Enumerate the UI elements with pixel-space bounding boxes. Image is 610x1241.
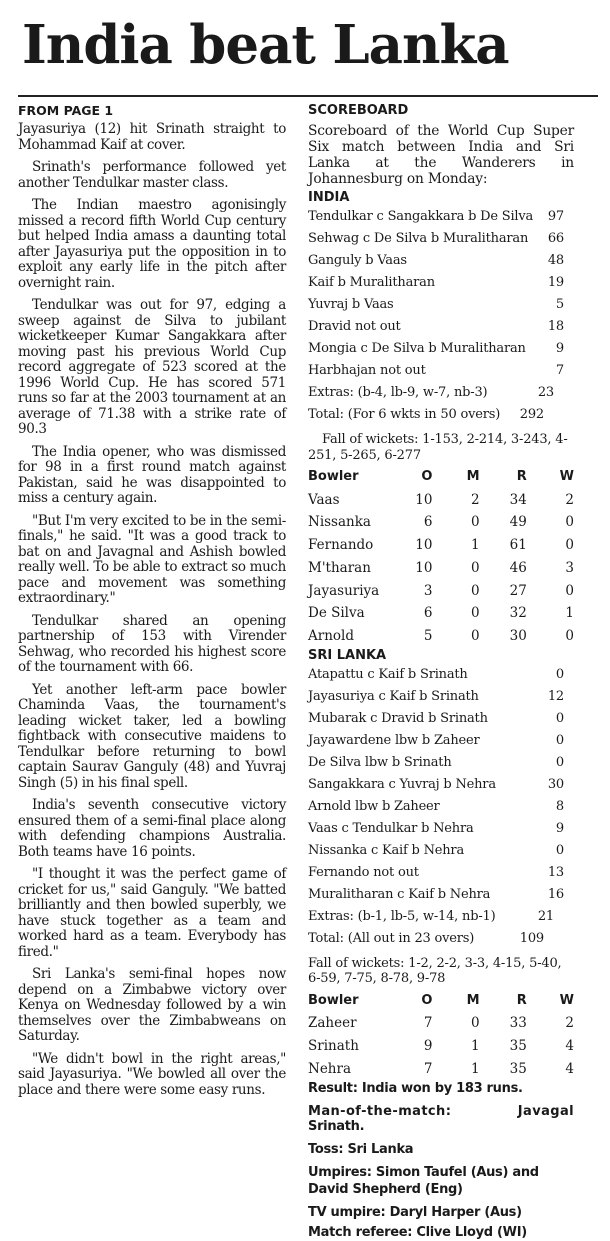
batsman-dismissal: Sehwag c De Silva b Muralitharan xyxy=(308,231,529,246)
batting-row xyxy=(308,862,574,884)
bowling-row xyxy=(308,557,574,580)
article-paragraph: India's seventh consecutive victory ensured them of a semi-final place along with defending champions Australia. Both teams have 16 points. xyxy=(18,797,286,860)
bowler-wickets: 4 xyxy=(565,1060,574,1077)
bowler-name: Srinath xyxy=(308,1038,359,1055)
ind-bowling-header xyxy=(308,990,574,1013)
batsman-dismissal: Muralitharan c Kaif b Nehra xyxy=(308,886,491,902)
wickets-col-header: W xyxy=(559,469,574,484)
bowler-wickets: 4 xyxy=(565,1038,574,1055)
bowler-col-header: Bowler xyxy=(308,469,359,484)
batsman-dismissal: Tendulkar c Sangakkara b De Silva xyxy=(308,209,534,224)
batsman-dismissal: Atapattu c Kaif b Srinath xyxy=(308,666,468,682)
batting-row xyxy=(308,664,574,686)
bowling-row xyxy=(308,1058,574,1081)
bowler-overs: 6 xyxy=(423,605,433,622)
bowler-overs: 10 xyxy=(415,491,433,508)
bowler-wickets: 1 xyxy=(565,605,574,622)
india-batting-list xyxy=(308,206,574,382)
batsman-runs: 0 xyxy=(555,666,564,682)
bowler-overs: 9 xyxy=(423,1038,433,1055)
batsman-runs: 66 xyxy=(547,231,564,246)
umpires: Umpires: Simon Taufel (Aus) and David Shepherd (Eng) xyxy=(308,1165,539,1198)
bowler-maidens: 0 xyxy=(471,514,480,531)
overs-col-header: O xyxy=(421,469,433,484)
batsman-dismissal: De Silva lbw b Srinath xyxy=(308,754,452,770)
maidens-col-header: M xyxy=(466,992,480,1008)
bowler-maidens: 0 xyxy=(471,1015,480,1032)
bowler-wickets: 2 xyxy=(565,1015,574,1032)
batting-row xyxy=(308,752,574,774)
bowler-runs: 35 xyxy=(509,1060,527,1077)
bowling-row xyxy=(308,602,574,625)
batting-row xyxy=(308,228,574,250)
bowler-maidens: 0 xyxy=(471,605,480,622)
batsman-dismissal: Kaif b Muralitharan xyxy=(308,275,435,290)
maidens-col-header: M xyxy=(466,469,480,484)
bowler-maidens: 1 xyxy=(471,1060,480,1077)
bowling-row xyxy=(308,625,574,648)
batsman-runs: 12 xyxy=(547,688,564,704)
india-fall-of-wickets: Fall of wickets: 1-153, 2-214, 3-243, 4-251, 5-265, 6-277 xyxy=(308,432,568,463)
india-total xyxy=(308,404,574,426)
article-paragraph: Tendulkar was out for 97, edging a sweep against de Silva to jubilant wicketkeeper Kumar Sangakkara after moving past his previous World Cup record aggregate of 523 scored at the 1996 World Cup. He has scored 571 runs so far at the 2003 tournament at an average of 71.38 with a strike rate of 90.3 xyxy=(18,297,286,437)
bowling-row xyxy=(308,534,574,557)
headline-rule xyxy=(18,95,598,97)
bowler-runs: 27 xyxy=(509,582,527,599)
batsman-runs: 0 xyxy=(555,710,564,726)
bowler-runs: 35 xyxy=(509,1038,527,1055)
scoreboard-title: SCOREBOARD xyxy=(308,103,409,118)
batsman-runs: 19 xyxy=(547,275,564,290)
match-result: Result: India won by 183 runs. xyxy=(308,1081,523,1097)
bowler-wickets: 3 xyxy=(565,559,574,576)
bowler-maidens: 1 xyxy=(471,1038,480,1055)
batsman-runs: 13 xyxy=(547,864,564,880)
scoreboard-intro: Scoreboard of the World Cup Super Six match between India and Sri Lanka at the Wanderers in Johannesburg on Monday: xyxy=(308,123,574,187)
batsman-runs: 7 xyxy=(555,363,564,378)
article-paragraph: The India opener, who was dismissed for 98 in a first round match against Pakistan, said he was disappointed to miss a century again. xyxy=(18,443,286,506)
scoreboard-column xyxy=(308,103,574,1241)
team-heading-srilanka: SRI LANKA xyxy=(308,647,387,663)
batting-row xyxy=(308,250,574,272)
article-column xyxy=(18,102,286,1105)
ind-bowling-list xyxy=(308,1012,574,1080)
bowling-row xyxy=(308,580,574,603)
bowling-row xyxy=(308,489,574,512)
runs-col-header: R xyxy=(516,469,527,484)
headline: India beat Lanka xyxy=(22,14,509,76)
batting-row xyxy=(308,316,574,338)
bowling-row xyxy=(308,511,574,534)
bowler-overs: 3 xyxy=(423,582,433,599)
bowler-maidens: 1 xyxy=(471,537,480,554)
sl-bowling-list xyxy=(308,489,574,648)
bowler-name: De Silva xyxy=(308,605,365,622)
batting-row xyxy=(308,840,574,862)
total-label: Total: (All out in 23 overs) xyxy=(308,930,475,946)
india-extras xyxy=(308,382,574,404)
man-of-the-match: Man-of-the-match: Javagal xyxy=(308,1104,574,1120)
batsman-dismissal: Fernando not out xyxy=(308,864,419,880)
batsman-runs: 9 xyxy=(555,820,564,836)
batsman-runs: 30 xyxy=(547,776,564,792)
bowler-runs: 49 xyxy=(509,514,527,531)
bowler-wickets: 0 xyxy=(565,514,574,531)
batting-row xyxy=(308,686,574,708)
batsman-dismissal: Arnold lbw b Zaheer xyxy=(308,798,440,814)
bowler-runs: 61 xyxy=(509,537,527,554)
bowler-runs: 34 xyxy=(509,491,527,508)
bowler-overs: 7 xyxy=(423,1015,433,1032)
batting-row xyxy=(308,294,574,316)
bowler-runs: 33 xyxy=(509,1015,527,1032)
bowler-col-header: Bowler xyxy=(308,992,359,1008)
batting-row xyxy=(308,360,574,382)
batsman-dismissal: Harbhajan not out xyxy=(308,363,426,378)
article-paragraph: "We didn't bowl in the right areas," said Jayasuriya. "We bowled all over the place and there were some easy runs. xyxy=(18,1050,286,1098)
extras-value: 23 xyxy=(537,385,554,400)
tv-umpire: TV umpire: Daryl Harper (Aus) xyxy=(308,1205,522,1221)
bowler-runs: 46 xyxy=(509,559,527,576)
match-referee: Match referee: Clive Lloyd (WI) xyxy=(308,1225,527,1241)
bowler-maidens: 2 xyxy=(471,491,480,508)
batsman-runs: 5 xyxy=(555,297,564,312)
bowler-runs: 30 xyxy=(509,627,527,644)
batsman-dismissal: Jayawardene lbw b Zaheer xyxy=(308,732,480,748)
batsman-dismissal: Jayasuriya c Kaif b Srinath xyxy=(308,688,479,704)
batting-row xyxy=(308,818,574,840)
total-label: Total: (For 6 wkts in 50 overs) xyxy=(308,407,501,422)
sl-bowling-header xyxy=(308,466,574,489)
runs-col-header: R xyxy=(516,992,527,1008)
bowler-name: M'tharan xyxy=(308,559,371,576)
bowler-name: Vaas xyxy=(308,491,340,508)
bowler-name: Nehra xyxy=(308,1060,351,1077)
bowler-maidens: 0 xyxy=(471,582,480,599)
total-value: 109 xyxy=(519,930,544,946)
batsman-dismissal: Dravid not out xyxy=(308,319,401,334)
toss: Toss: Sri Lanka xyxy=(308,1142,414,1158)
batsman-dismissal: Ganguly b Vaas xyxy=(308,253,407,268)
bowler-overs: 7 xyxy=(423,1060,433,1077)
team-heading-india: INDIA xyxy=(308,190,350,205)
bowler-name: Arnold xyxy=(308,627,354,644)
article-paragraph: Tendulkar shared an opening partnership of 153 with Virender Sehwag, who recorded his highest score of the tournament with 66. xyxy=(18,612,286,675)
batsman-dismissal: Mongia c De Silva b Muralitharan xyxy=(308,341,526,356)
batting-row xyxy=(308,338,574,360)
extras-label: Extras: (b-1, lb-5, w-14, nb-1) xyxy=(308,908,496,924)
batsman-dismissal: Mubarak c Dravid b Srinath xyxy=(308,710,488,726)
sl-fall-of-wickets: Fall of wickets: 1-2, 2-2, 3-3, 4-15, 5-40, 6-59, 7-75, 8-78, 9-78 xyxy=(308,955,562,987)
article-paragraph: Yet another left-arm pace bowler Chaminda Vaas, the tournament's leading wicket taker, led a bowling fightback with consecutive maidens to Tendulkar before returning to bowl captain Saurav Ganguly (48) and Yuvraj Singh (5) in his final spell. xyxy=(18,681,286,791)
wickets-col-header: W xyxy=(559,992,574,1008)
batsman-runs: 0 xyxy=(555,732,564,748)
batsman-runs: 9 xyxy=(555,341,564,356)
batsman-runs: 97 xyxy=(547,209,564,224)
man-of-the-match-name: Srinath. xyxy=(308,1119,365,1135)
total-value: 292 xyxy=(519,407,544,422)
bowler-overs: 6 xyxy=(423,514,433,531)
article-paragraph: Srinath's performance followed yet another Tendulkar master class. xyxy=(18,159,286,191)
batting-row xyxy=(308,206,574,228)
bowler-runs: 32 xyxy=(509,605,527,622)
extras-label: Extras: (b-4, lb-9, w-7, nb-3) xyxy=(308,385,488,400)
batsman-runs: 18 xyxy=(547,319,564,334)
batsman-runs: 8 xyxy=(555,798,564,814)
batsman-runs: 16 xyxy=(547,886,564,902)
bowler-name: Nissanka xyxy=(308,514,371,531)
bowler-overs: 10 xyxy=(415,537,433,554)
batsman-dismissal: Vaas c Tendulkar b Nehra xyxy=(308,820,474,836)
article-paragraph: "I thought it was the perfect game of cricket for us," said Ganguly. "We batted brilliantly and then bowled superbly, we have stuck together as a team and worked hard as a team. Everybody has fired." xyxy=(18,866,286,960)
batsman-dismissal: Sangakkara c Yuvraj b Nehra xyxy=(308,776,496,792)
overs-col-header: O xyxy=(421,992,433,1008)
article-paragraph: Sri Lanka's semi-final hopes now depend on a Zimbabwe victory over Kenya on Wednesday followed by a win themselves over the Zimbabweans on Saturday. xyxy=(18,966,286,1044)
batting-row xyxy=(308,730,574,752)
batting-row xyxy=(308,884,574,906)
bowler-name: Zaheer xyxy=(308,1015,357,1032)
batting-row xyxy=(308,774,574,796)
bowler-wickets: 0 xyxy=(565,627,574,644)
batsman-dismissal: Nissanka c Kaif b Nehra xyxy=(308,842,464,858)
batsman-runs: 0 xyxy=(555,754,564,770)
continued-from-label: FROM PAGE 1 xyxy=(18,103,114,118)
batsman-runs: 48 xyxy=(547,253,564,268)
article-paragraph: The Indian maestro agonisingly missed a record fifth World Cup century but helped India amass a daunting total after Jayasuriya put the opposition in to exploit any early life in the pitch after overnight rain. xyxy=(18,197,286,291)
bowler-name: Fernando xyxy=(308,537,374,554)
bowling-row xyxy=(308,1035,574,1058)
batsman-dismissal: Yuvraj b Vaas xyxy=(308,297,394,312)
article-paragraph: Jayasuriya (12) hit Srinath straight to Mohammad Kaif at cover. xyxy=(18,121,286,153)
sl-batting-list xyxy=(308,664,574,906)
bowler-maidens: 0 xyxy=(471,559,480,576)
batsman-runs: 0 xyxy=(555,842,564,858)
bowling-row xyxy=(308,1012,574,1035)
article-paragraph: "But I'm very excited to be in the semi-finals," he said. "It was a good track to bat on and Javagnal and Ashish bowled really well. To be able to extract so much pace and movement was something extraordinary." xyxy=(18,512,286,606)
batting-row xyxy=(308,708,574,730)
bowler-name: Jayasuriya xyxy=(308,582,380,599)
sl-extras xyxy=(308,906,574,928)
bowler-wickets: 0 xyxy=(565,582,574,599)
bowler-overs: 5 xyxy=(423,627,433,644)
bowler-wickets: 0 xyxy=(565,537,574,554)
batting-row xyxy=(308,272,574,294)
batting-row xyxy=(308,796,574,818)
bowler-maidens: 0 xyxy=(471,627,480,644)
bowler-overs: 10 xyxy=(415,559,433,576)
extras-value: 21 xyxy=(537,908,554,924)
sl-total xyxy=(308,928,574,950)
bowler-wickets: 2 xyxy=(565,491,574,508)
